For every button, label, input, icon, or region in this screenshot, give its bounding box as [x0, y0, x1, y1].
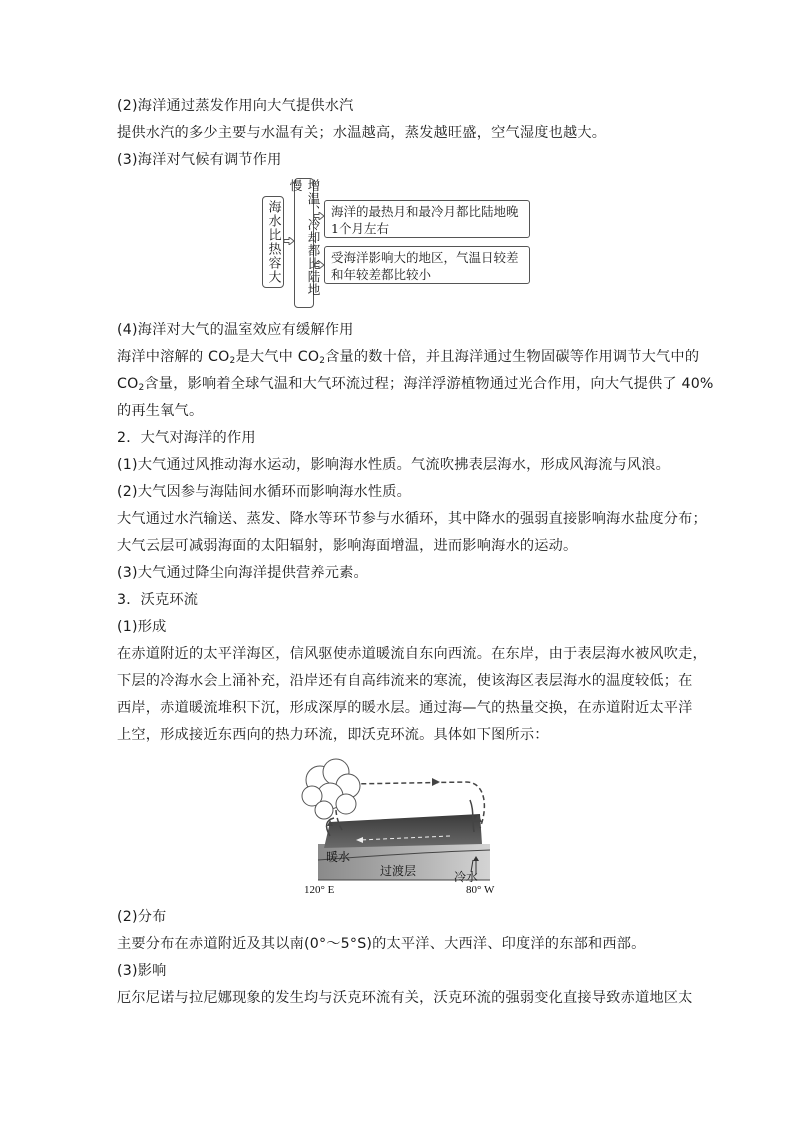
- paragraph-wind: (1)大气通过风推动海水运动，影响海水性质。气流吹拂表层海水，形成风海流与风浪。: [117, 457, 671, 473]
- subheading-distribution: (2)分布: [117, 909, 167, 925]
- label-cold-water: 冷水: [454, 870, 479, 884]
- paragraph-greenhouse-1: [117, 347, 699, 371]
- text-run: 含量的数十倍，并且海洋通过生物固碳等作用调节大气中的: [325, 349, 700, 365]
- climate-regulation-diagram: [262, 178, 532, 310]
- subscript: 2: [138, 383, 145, 393]
- subheading-impact: (3)影响: [117, 963, 167, 979]
- text-run: CO: [117, 376, 139, 392]
- label-transition-layer: 过渡层: [380, 864, 417, 878]
- paragraph-greenhouse-3: 的再生氧气。: [117, 403, 204, 419]
- subscript: 2: [319, 356, 326, 366]
- subheading-formation: (1)形成: [117, 619, 167, 635]
- paragraph-formation-1: 在赤道附近的太平洋海区，信风驱使赤道暖流自东向西流。在东岸，由于表层海水被风吹走，: [117, 646, 707, 662]
- paragraph-formation-3: 西岸，赤道暖流堆积下沉，形成深厚的暖水层。通过海—气的热量交换，在赤道附近太平洋: [117, 700, 693, 716]
- section-heading-evaporation: (2)海洋通过蒸发作用向大气提供水汽: [117, 98, 354, 114]
- label-east-longitude: 80° W: [466, 884, 495, 896]
- section-heading-greenhouse: (4)海洋对大气的温室效应有缓解作用: [117, 322, 354, 338]
- arrow-right-icon: [314, 212, 324, 220]
- subscript: 2: [229, 356, 236, 366]
- paragraph-water-cycle-2: 大气云层可减弱海面的太阳辐射，影响海面增温，进而影响海水的运动。: [117, 538, 578, 554]
- diagram-box-small-range: 受海洋影响大的地区，气温日较差和年较差都比较小: [324, 246, 530, 284]
- paragraph-dust: (3)大气通过降尘向海洋提供营养元素。: [117, 565, 368, 581]
- section-heading-walker: 3．沃克环流: [117, 592, 199, 608]
- label-warm-water: 暖水: [326, 850, 351, 864]
- section-heading-atmosphere: 2．大气对海洋的作用: [117, 430, 256, 446]
- diagram-box-slow-change: 增温、冷却都比陆地慢: [294, 178, 314, 308]
- arrow-left-icon: [432, 778, 440, 786]
- arrow-right-icon: [314, 261, 324, 269]
- paragraph-water-cycle-heading: (2)大气因参与海陆间水循环而影响海水性质。: [117, 484, 412, 500]
- paragraph-formation-2: 下层的冷海水会上涌补充，沿岸还有自高纬流来的寒流，使该海区表层海水的温度较低；在: [117, 673, 693, 689]
- text-run: 含量，影响着全球气温和大气环流过程；海洋浮游植物通过光合作用，向大气提供了 40%: [144, 376, 714, 392]
- paragraph-formation-4: 上空，形成接近东西向的热力环流，即沃克环流。具体如下图所示：: [117, 727, 549, 743]
- paragraph-distribution: 主要分布在赤道附近及其以南(0°～5°S)的太平洋、大西洋、印度洋的东部和西部。: [117, 936, 646, 952]
- diagram-box-heat-capacity: 海水比热容大: [262, 196, 284, 288]
- paragraph-greenhouse-2: [117, 374, 714, 398]
- paragraph-evaporation: 提供水汽的多少主要与水温有关；水温越高，蒸发越旺盛，空气湿度也越大。: [117, 125, 607, 141]
- label-west-longitude: 120° E: [304, 884, 335, 896]
- walker-circulation-diagram: [290, 752, 500, 900]
- diagram-box-lag: 海洋的最热月和最冷月都比陆地晚1个月左右: [324, 200, 530, 238]
- text-run: 海洋中溶解的 CO: [117, 349, 230, 365]
- paragraph-water-cycle-1: 大气通过水汽输送、蒸发、降水等环节参与水循环，其中降水的强弱直接影响海水盐度分布；: [117, 511, 707, 527]
- paragraph-impact: 厄尔尼诺与拉尼娜现象的发生均与沃克环流有关，沃克环流的强弱变化直接导致赤道地区太: [117, 990, 693, 1006]
- text-run: 是大气中 CO: [235, 349, 320, 365]
- section-heading-climate: (3)海洋对气候有调节作用: [117, 152, 282, 168]
